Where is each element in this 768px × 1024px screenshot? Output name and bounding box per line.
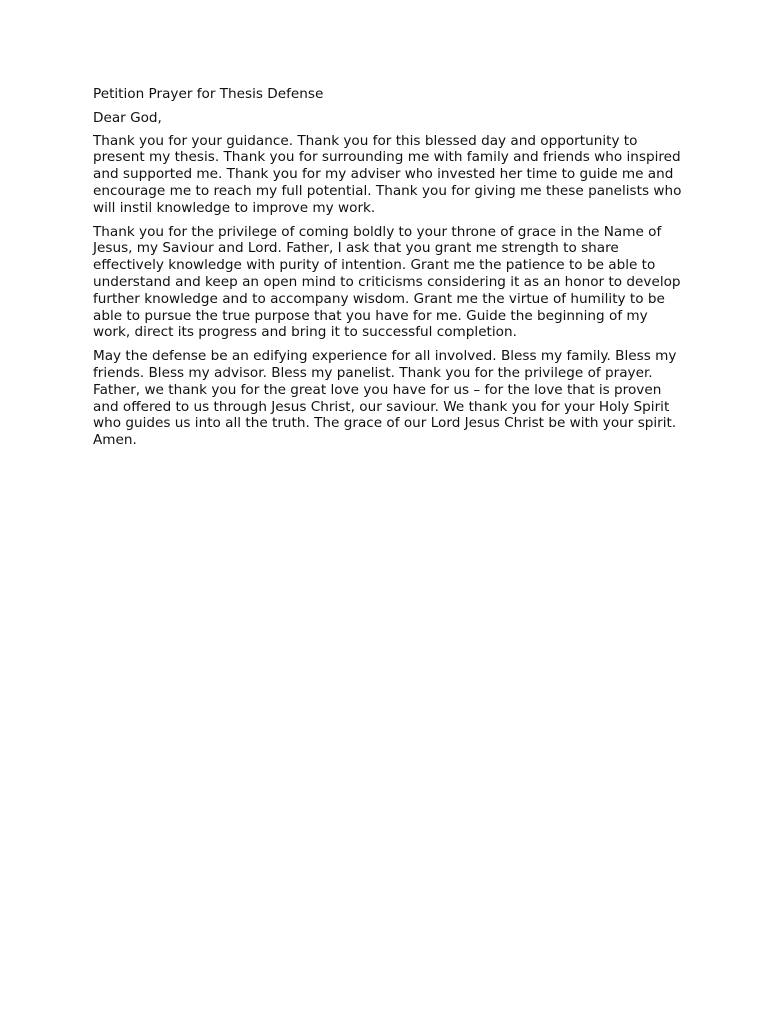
paragraph-1: Thank you for your guidance. Thank you for this blessed day and opportunity to present my thesis. Thank you for surrounding me with family and friends who inspired and supported me. Thank you for my adviser who invested her time to guide me and encourage me to reach my full potential. Thank you for giving me these panelists who will instil knowledge to improve my work. [93, 132, 682, 216]
salutation: Dear God, [93, 109, 162, 126]
document-title: Petition Prayer for Thesis Defense [93, 86, 324, 102]
paragraph-2: Thank you for the privilege of coming boldly to your throne of grace in the Name of Jesus, my Saviour and Lord. Father, I ask that you grant me strength to share effectively knowledge with purity of intention. Grant me the patience to be able to understand and keep an open mind to criticisms considering it as an honor to develop further knowledge and to accompany wisdom. Grant me the virtue of humility to be able to pursue the true purpose that you have for me. Guide the beginning of my work, direct its progress and bring it to successful completion. [93, 223, 681, 341]
paragraph-3: May the defense be an edifying experience for all involved. Bless my family. Bless my friends. Bless my advisor. Bless my panelist. Thank you for the privilege of prayer. Father, we thank you for the great love you have for us – for the love that is proven and offered to us through Jesus Christ, our saviour. We thank you for your Holy Spirit who guides us into all the truth. The grace of our Lord Jesus Christ be with your spirit. Amen. [93, 348, 677, 449]
document-body [93, 86, 683, 456]
